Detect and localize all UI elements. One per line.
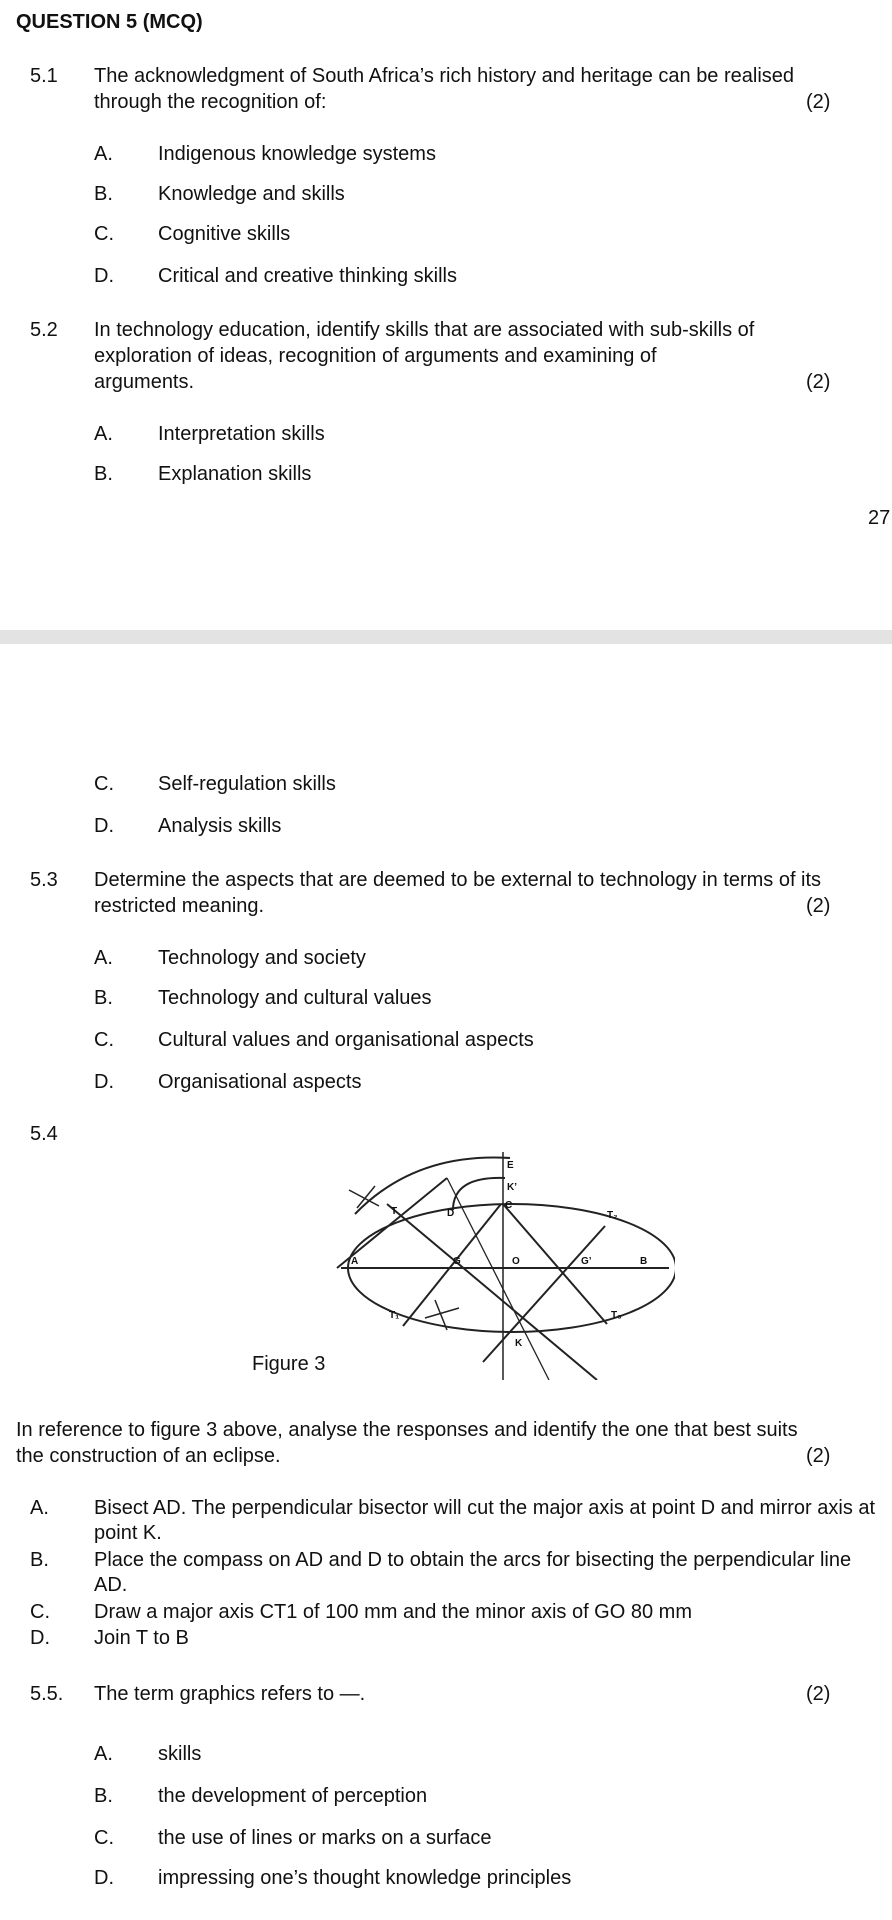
q53-option-c-letter: C. — [94, 1029, 114, 1051]
q52-marks: (2) — [806, 371, 831, 393]
q54-option-c-text: Draw a major axis CT1 of 100 mm and the minor axis of GO 80 mm — [94, 1601, 692, 1623]
label-t1: T₁ — [389, 1310, 400, 1321]
q53-stem-line1: Determine the aspects that are deemed to be external to technology in terms of its — [94, 869, 822, 891]
label-g: G — [453, 1256, 461, 1267]
q53-option-c-text: Cultural values and organisational aspects — [158, 1029, 534, 1051]
q55-marks: (2) — [806, 1683, 831, 1705]
q52-stem-line1: In technology education, identify skills that are associated with sub-skills of — [94, 319, 755, 341]
q55-option-a-letter: A. — [94, 1743, 113, 1765]
label-g-prime: G’ — [581, 1256, 592, 1267]
q55-option-d-letter: D. — [94, 1867, 114, 1889]
label-k: K — [515, 1338, 523, 1349]
label-o: O — [512, 1256, 520, 1267]
q52-number: 5.2 — [30, 319, 58, 341]
q53-option-b-letter: B. — [94, 987, 113, 1009]
line-t-k — [387, 1204, 597, 1380]
q55-option-c-text: the use of lines or marks on a surface — [158, 1827, 492, 1849]
q51-option-c-text: Cognitive skills — [158, 223, 291, 245]
q53-option-b-text: Technology and cultural values — [158, 987, 432, 1009]
q51-option-a-text: Indigenous knowledge systems — [158, 143, 436, 165]
q54-stem-line1: In reference to figure 3 above, analyse the responses and identify the one that best suits — [16, 1419, 798, 1441]
q53-option-a-text: Technology and society — [158, 947, 366, 969]
arc-mark-1a — [349, 1190, 379, 1206]
q55-option-d-text: impressing one’s thought knowledge principles — [158, 1867, 572, 1889]
q55-number: 5.5. — [30, 1683, 64, 1705]
q52-option-a-letter: A. — [94, 423, 113, 445]
q54-option-a-letter: A. — [30, 1497, 49, 1519]
q51-option-d-text: Critical and creative thinking skills — [158, 265, 458, 287]
q51-option-c-letter: C. — [94, 223, 114, 245]
line-t2-k — [483, 1226, 605, 1362]
q53-option-d-text: Organisational aspects — [158, 1071, 362, 1093]
q53-marks: (2) — [806, 895, 831, 917]
q52-option-c-text: Self-regulation skills — [158, 773, 336, 795]
q54-option-b-letter: B. — [30, 1549, 49, 1571]
q51-stem-line2: through the recognition of: — [94, 91, 327, 113]
figure-3-caption: Figure 3 — [252, 1353, 326, 1375]
q55-option-b-text: the development of perception — [158, 1785, 428, 1807]
label-e: E — [507, 1160, 514, 1171]
q52-option-d-text: Analysis skills — [158, 815, 282, 837]
q55-option-c-letter: C. — [94, 1827, 114, 1849]
q54-option-d-letter: D. — [30, 1627, 50, 1649]
q52-option-c-letter: C. — [94, 773, 114, 795]
q52-option-d-letter: D. — [94, 815, 114, 837]
q51-number: 5.1 — [30, 65, 58, 87]
label-d: D — [447, 1208, 455, 1219]
q51-option-b-letter: B. — [94, 183, 113, 205]
q53-number: 5.3 — [30, 869, 58, 891]
q53-option-d-letter: D. — [94, 1071, 114, 1093]
q55-option-b-letter: B. — [94, 1785, 113, 1807]
q54-option-d-text: Join T to B — [94, 1627, 189, 1649]
q54-option-a-text: Bisect AD. The perpendicular bisector will cut the major axis at point D and mirror axis at point K. — [94, 1497, 876, 1544]
page-break-divider — [0, 630, 892, 644]
q51-marks: (2) — [806, 91, 831, 113]
q52-stem-line2: exploration of ideas, recognition of arguments and examining of — [94, 345, 657, 367]
line-c-t1 — [403, 1204, 501, 1326]
label-a: A — [351, 1256, 359, 1267]
q54-marks: (2) — [806, 1445, 831, 1467]
q53-stem-line2: restricted meaning. — [94, 895, 265, 917]
label-t: T — [391, 1206, 398, 1217]
q54-stem-line2: the construction of an eclipse. — [16, 1445, 281, 1467]
q51-option-d-letter: D. — [94, 265, 114, 287]
q53-option-a-letter: A. — [94, 947, 113, 969]
figure-3-ellipse-construction — [335, 1148, 675, 1380]
q54-number: 5.4 — [30, 1123, 58, 1145]
q52-stem-line3: arguments. — [94, 371, 195, 393]
q51-option-a-letter: A. — [94, 143, 113, 165]
q51-option-b-text: Knowledge and skills — [158, 183, 345, 205]
q55-option-a-text: skills — [158, 1743, 202, 1765]
line-a-d — [337, 1178, 447, 1268]
q54-option-c-letter: C. — [30, 1601, 50, 1623]
label-k-prime: K’ — [507, 1182, 517, 1193]
label-c: C — [505, 1200, 513, 1211]
q54-option-b-text: Place the compass on AD and D to obtain the arcs for bisecting the perpendicular line AD. — [94, 1549, 852, 1596]
q52-option-b-letter: B. — [94, 463, 113, 485]
question-title: QUESTION 5 (MCQ) — [16, 11, 203, 33]
page-number: 27 — [868, 507, 891, 529]
q51-stem-line1: The acknowledgment of South Africa’s rich history and heritage can be realised — [94, 65, 795, 87]
q52-option-a-text: Interpretation skills — [158, 423, 325, 445]
q52-option-b-text: Explanation skills — [158, 463, 312, 485]
label-t3: T₃ — [611, 1310, 622, 1321]
q55-stem: The term graphics refers to —. — [94, 1683, 366, 1705]
label-b: B — [640, 1256, 648, 1267]
label-t2: T₂ — [607, 1210, 618, 1221]
